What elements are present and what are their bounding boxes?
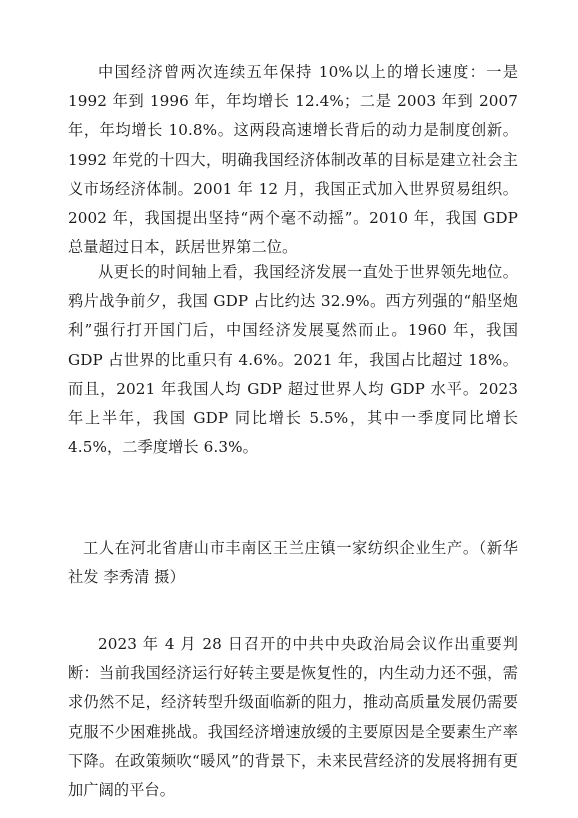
photo-caption: 工人在河北省唐山市丰南区王兰庄镇一家纺织企业生产。（新华社发 李秀清 摄） [68,539,518,587]
paragraph-long-timeline: 从更长的时间轴上看，我国经济发展一直处于世界领先地位。鸦片战争前夕，我国 GDP 占比约达 32.9%。西方列强的“船坚炮利”强行打开国门后，中国经济发展戛然而止。1960 年，我国 GDP 占世界的比重只有 4.6%。2021 年，我国占比超过 18%。而且，2021 年我国人均 GDP 超过世界人均 GDP 水平。2023 年上半年，我国 GDP 同比增长 5.5%，其中一季度同比增长 4.5%，二季度增长 6.3%。 [68,263,518,457]
paragraph-politburo-meeting: 2023 年 4 月 28 日召开的中共中央政治局会议作出重要判断：当前我国经济运行好转主要是恢复性的，内生动力还不强，需求仍然不足，经济转型升级面临新的阻力，推动高质量发展仍需要克服不少困难挑战。我国经济增速放缓的主要原因是全要素生产率下降。在政策频吹“暖风”的背景下，未来民营经济的发展将拥有更加广阔的平台。 [68,635,518,800]
paragraph-growth-history: 中国经济曾两次连续五年保持 10%以上的增长速度：一是 1992 年到 1996 年，年均增长 12.4%；二是 2003 年到 2007 年，年均增长 10.8%。这两段高速增长背后的动力是制度创新。1992 年党的十四大，明确我国经济体制改革的目标是建立社会主义市场经济体制。2001 年 12 月，我国正式加入世界贸易组织。2002 年，我国提出坚持“两个毫不动摇”。2010 年，我国 GDP 总量超过日本，跃居世界第二位。 [68,63,518,257]
